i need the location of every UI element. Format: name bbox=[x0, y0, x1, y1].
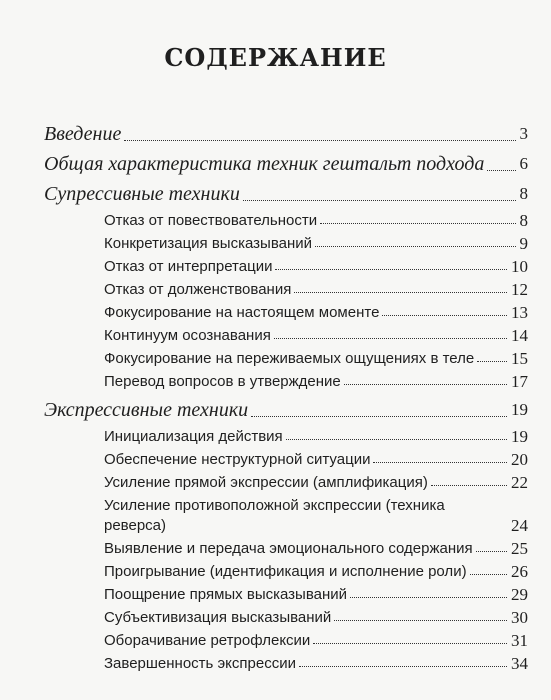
toc-entry[interactable] bbox=[104, 655, 528, 673]
toc-page-number: 22 bbox=[511, 473, 528, 492]
toc-page-number: 10 bbox=[511, 257, 528, 276]
dot-leader bbox=[286, 438, 507, 440]
toc-entry[interactable] bbox=[104, 632, 528, 650]
toc-entry-suppressive-techniques[interactable] bbox=[44, 181, 528, 207]
toc-page-number: 31 bbox=[511, 631, 528, 650]
toc-page-number: 20 bbox=[511, 450, 528, 469]
toc-entry-label: Общая характеристика техник гештальт подхода bbox=[44, 153, 485, 175]
dot-leader bbox=[487, 169, 515, 171]
toc-entry-label: Усиление прямой экспрессии (амплификация) bbox=[104, 474, 428, 491]
toc-entry-label: Фокусирование на настоящем моменте bbox=[104, 304, 380, 321]
toc-page-number: 30 bbox=[511, 608, 528, 627]
dot-leader bbox=[243, 199, 516, 201]
toc-entry[interactable] bbox=[104, 281, 528, 299]
dot-leader bbox=[274, 337, 507, 339]
toc-entry[interactable] bbox=[104, 428, 528, 446]
toc-entry[interactable] bbox=[104, 235, 528, 253]
toc-entry[interactable] bbox=[104, 563, 528, 581]
toc-entry-label: Континуум осознавания bbox=[104, 327, 271, 344]
dot-leader bbox=[299, 665, 507, 667]
dot-leader bbox=[275, 268, 507, 270]
toc-entry[interactable] bbox=[104, 373, 528, 391]
dot-leader bbox=[124, 139, 515, 141]
toc-entry[interactable] bbox=[104, 304, 528, 322]
toc-entry[interactable] bbox=[104, 327, 528, 345]
dot-leader bbox=[313, 642, 507, 644]
toc-page-number: 15 bbox=[511, 349, 528, 368]
toc-page-number: 3 bbox=[519, 124, 528, 143]
toc-page-number: 24 bbox=[511, 516, 528, 535]
toc-page-number: 19 bbox=[511, 400, 528, 419]
toc-entry-label: Введение bbox=[44, 123, 122, 145]
toc-entry-general-characteristics[interactable] bbox=[44, 151, 528, 177]
toc-entry-introduction[interactable] bbox=[44, 121, 528, 147]
toc-entry[interactable] bbox=[104, 609, 528, 627]
toc-entry-label: Отказ от долженствования bbox=[104, 281, 292, 298]
toc-page-number: 17 bbox=[511, 372, 528, 391]
dot-leader bbox=[470, 573, 507, 575]
toc-entry-label: Экспрессивные техники bbox=[44, 399, 249, 421]
toc-entry-line2 bbox=[104, 517, 528, 535]
page-title: СОДЕРЖАНИЕ bbox=[164, 43, 387, 72]
toc-entry-label: Конкретизация высказываний bbox=[104, 235, 313, 252]
dot-leader bbox=[334, 619, 507, 621]
toc-entry-label: Обеспечение неструктурной ситуации bbox=[104, 451, 371, 468]
toc-entry[interactable] bbox=[104, 212, 528, 230]
toc-page-number: 25 bbox=[511, 539, 528, 558]
toc-entry-label: Отказ от интерпретации bbox=[104, 258, 273, 275]
toc-entry-label: Фокусирование на переживаемых ощущениях в теле bbox=[104, 350, 475, 367]
dot-leader bbox=[350, 596, 507, 598]
toc-entry[interactable] bbox=[104, 540, 528, 558]
dot-leader bbox=[169, 528, 507, 529]
dot-leader bbox=[373, 461, 507, 463]
toc-page-number: 14 bbox=[511, 326, 528, 345]
dot-leader bbox=[294, 291, 507, 293]
toc-entry[interactable] bbox=[104, 451, 528, 469]
toc-entry-label: Поощрение прямых высказываний bbox=[104, 586, 348, 603]
toc-entry[interactable] bbox=[104, 497, 528, 535]
toc-entry[interactable] bbox=[104, 586, 528, 604]
dot-leader bbox=[251, 415, 507, 417]
toc-page-number: 29 bbox=[511, 585, 528, 604]
toc-entry-label: Субъективизация высказываний bbox=[104, 609, 332, 626]
dot-leader bbox=[344, 383, 507, 385]
toc-page-number: 8 bbox=[519, 211, 528, 230]
toc-entry-label: Инициализация действия bbox=[104, 428, 283, 445]
dot-leader bbox=[477, 360, 507, 362]
dot-leader bbox=[320, 222, 515, 224]
toc-entry-label: Выявление и передача эмоционального содержания bbox=[104, 540, 473, 557]
toc-page-number: 26 bbox=[511, 562, 528, 581]
dot-leader bbox=[476, 550, 507, 552]
toc-entry-label: Оборачивание ретрофлексии bbox=[104, 632, 311, 649]
dot-leader bbox=[382, 314, 507, 316]
toc-entry[interactable] bbox=[104, 258, 528, 276]
dot-leader bbox=[431, 484, 507, 486]
toc-entry-label: Завершенность экспрессии bbox=[104, 655, 296, 672]
toc-page-number: 9 bbox=[519, 234, 528, 253]
table-of-contents bbox=[44, 121, 528, 673]
toc-entry-label-line1: Усиление противоположной экспрессии (техника bbox=[104, 497, 445, 514]
toc-entry-label: Отказ от повествовательности bbox=[104, 212, 318, 229]
toc-entry[interactable] bbox=[104, 350, 528, 368]
toc-page-number: 13 bbox=[511, 303, 528, 322]
toc-entry-label-line2: реверса) bbox=[104, 517, 167, 534]
toc-page-number: 34 bbox=[511, 654, 528, 673]
toc-entry-expressive-techniques[interactable] bbox=[44, 397, 528, 423]
toc-entry-label: Перевод вопросов в утверждение bbox=[104, 373, 341, 390]
toc-page-number: 12 bbox=[511, 280, 528, 299]
toc-page-number: 8 bbox=[519, 184, 528, 203]
toc-entry-label: Супрессивные техники bbox=[44, 183, 240, 205]
toc-entry-label: Проигрывание (идентификация и исполнение роли) bbox=[104, 563, 467, 580]
toc-page-number: 6 bbox=[519, 154, 528, 173]
dot-leader bbox=[315, 245, 515, 247]
toc-page-number: 19 bbox=[511, 427, 528, 446]
toc-entry[interactable] bbox=[104, 474, 528, 492]
